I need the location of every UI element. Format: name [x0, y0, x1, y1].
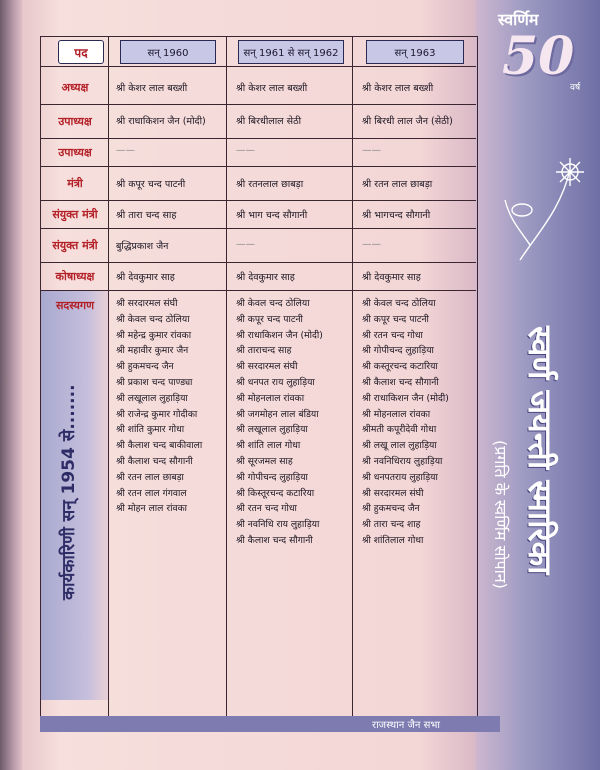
member-name: श्री तारा चन्द शाह	[362, 519, 421, 531]
row-divider	[40, 290, 476, 291]
years-label: वर्ष	[570, 83, 581, 93]
cell: ——	[362, 145, 381, 156]
row-divider	[40, 166, 476, 167]
member-name: श्री रतन चन्द गोधा	[236, 503, 297, 515]
member-name: श्री राधाकिशन जैन (मोदी)	[236, 329, 323, 341]
member-name: श्री कपूर चन्द पाटनी	[362, 313, 429, 325]
cell: श्री तारा चन्द साह	[116, 210, 177, 221]
member-name: श्री केवल चन्द ठोलिया	[236, 298, 310, 309]
member-name: श्री महेन्द्र कुमार रांवका	[116, 329, 192, 341]
members-list-1961-1962	[236, 296, 323, 549]
member-name: श्री मोहनलाल रांवका	[362, 408, 431, 420]
row-label-treasurer: कोषाध्यक्ष	[55, 270, 95, 283]
member-name: श्री सरदारमल संघी	[236, 361, 298, 373]
flower-ornament-icon	[500, 150, 590, 270]
cell: श्री केशर लाल बख्शी	[362, 83, 434, 94]
member-name: श्री गोपीचन्द लुहाड़िया	[236, 471, 308, 483]
row-label-joint-secretary-2: संयुक्त मंत्री	[52, 239, 98, 252]
member-name: श्री शांति लाल गोधा	[236, 440, 301, 452]
member-name: श्री राजेन्द्र कुमार गोदीका	[116, 408, 198, 420]
member-name: श्री महावीर कुमार जैन	[116, 345, 189, 357]
column-header-post: पद	[58, 40, 104, 64]
member-name: श्री धनपत राय लुहाड़िया	[236, 376, 315, 388]
row-divider	[40, 200, 476, 201]
member-name: श्री शांतिलाल गोधा	[362, 534, 424, 546]
member-name: श्री लखूलाल लुहाड़िया	[236, 424, 308, 436]
member-name: श्री प्रकाश चन्द पाण्ड्या	[116, 376, 193, 388]
member-name: श्री किस्तूरचन्द कटारिया	[236, 487, 315, 499]
cell: श्री रतनलाल छाबड़ा	[236, 179, 304, 190]
member-name: श्री रतन चन्द गोधा	[362, 329, 423, 341]
member-name: श्री नवनिधि राय लुहाड़िया	[236, 519, 320, 531]
member-name: श्री रतन लाल छाबड़ा	[116, 471, 184, 483]
row-label-joint-secretary: संयुक्त मंत्री	[52, 208, 98, 221]
souvenir-subtitle: (प्रगति के स्वर्णिम सोपान)	[491, 440, 510, 589]
cell: श्री देवकुमार साह	[116, 272, 175, 283]
cell: श्री देवकुमार साह	[362, 272, 421, 283]
member-name: श्री केवल चन्द ठोलिया	[116, 313, 190, 325]
cell: ——	[362, 239, 381, 250]
member-name: श्री कैलाश चन्द सौगानी	[362, 376, 439, 388]
cell: श्री केशर लाल बख्शी	[116, 83, 188, 94]
cell: श्री कपूर चन्द पाटनी	[116, 179, 186, 190]
cell: ——	[116, 145, 135, 156]
cell: श्री केशर लाल बख्शी	[236, 83, 308, 94]
member-name: श्री सरदारमल संघी	[362, 487, 424, 499]
members-list-1960	[116, 296, 202, 517]
member-name: श्री केवल चन्द ठोलिया	[362, 298, 436, 309]
column-header-1960: सन् 1960	[120, 40, 216, 64]
souvenir-title: स्वर्ण जयन्ती स्मारिका	[521, 326, 559, 575]
side-title-executive: कार्यकारिणी सन् 1954 से.......	[59, 384, 79, 600]
row-label-members: सदस्यगण	[55, 299, 95, 312]
cell: बुद्धिप्रकाश जैन	[116, 241, 169, 252]
row-label-secretary: मंत्री	[67, 177, 83, 190]
member-name: श्री मोहनलाल रांवका	[236, 392, 305, 404]
row-divider	[40, 262, 476, 263]
member-name: श्री जगमोहन लाल बंडिया	[236, 408, 319, 420]
member-name: श्री कस्तूरचन्द कटारिया	[362, 361, 438, 373]
cell: श्री बिरधीलाल सेठी	[236, 116, 302, 127]
golden-label: स्वर्णिम	[498, 10, 539, 29]
member-name: श्री शांति कुमार गोधा	[116, 424, 185, 436]
cell: श्री राधाकिशन जैन (मोदी)	[116, 116, 206, 127]
member-name: श्री सरदारमल संघी	[116, 298, 178, 309]
member-name: श्री कपूर चन्द पाटनी	[236, 313, 303, 325]
member-name: श्री राधाकिशन जैन (मोदी)	[362, 392, 449, 404]
row-label-vice-president: उपाध्यक्ष	[58, 115, 92, 128]
member-name: श्री कैलाश चन्द बाकीवाला	[116, 440, 203, 452]
row-divider	[40, 104, 476, 105]
member-name: श्री मोहन लाल रांवका	[116, 503, 188, 515]
row-label-president: अध्यक्ष	[61, 81, 89, 94]
member-name: श्री कैलाश चन्द सौगानी	[236, 534, 313, 546]
column-header-1963: सन् 1963	[366, 40, 464, 64]
member-name: श्री हुकमचन्द जैन	[362, 503, 420, 515]
member-name: श्री ताराचन्द साह	[236, 345, 292, 357]
cell: ——	[236, 145, 255, 156]
member-name: श्री हुकमचन्द जैन	[116, 361, 174, 373]
member-name: श्री कैलाश चन्द सौगानी	[116, 455, 193, 467]
book-gutter	[0, 0, 22, 770]
member-name: श्री नवनिधिराय लुहाड़िया	[362, 455, 443, 467]
cell: श्री भाग चन्द सौगानी	[236, 210, 308, 221]
fifty-years-number: 50	[502, 26, 575, 87]
cell: श्री रतन लाल छाबड़ा	[362, 179, 433, 190]
footer-org-name: राजस्थान जैन सभा	[372, 720, 441, 731]
member-name: श्री धनपतराय लुहाड़िया	[362, 471, 438, 483]
row-label-vice-president-2: उपाध्यक्ष	[58, 146, 92, 159]
member-name: श्री रतन लाल गंगवाल	[116, 487, 187, 499]
member-name: श्री लखू लाल लुहाड़िया	[362, 440, 437, 452]
member-name: श्री सूरजमल साह	[236, 455, 293, 467]
cell: श्री देवकुमार साह	[236, 272, 295, 283]
row-divider	[40, 228, 476, 229]
cell: श्री भागचन्द सौगानी	[362, 210, 431, 221]
member-name: श्रीमती कपूरीदेवी गोधा	[362, 424, 437, 436]
row-divider	[40, 138, 476, 139]
cell: ——	[236, 239, 255, 250]
column-header-1961-1962: सन् 1961 से सन् 1962	[238, 40, 344, 64]
cell: श्री बिरधी लाल जैन (सेठी)	[362, 116, 453, 127]
members-list-1963	[362, 296, 449, 549]
member-name: श्री गोपीचन्द लुहाड़िया	[362, 345, 434, 357]
row-divider	[40, 66, 476, 67]
member-name: श्री लखूलाल लुहाड़िया	[116, 392, 188, 404]
